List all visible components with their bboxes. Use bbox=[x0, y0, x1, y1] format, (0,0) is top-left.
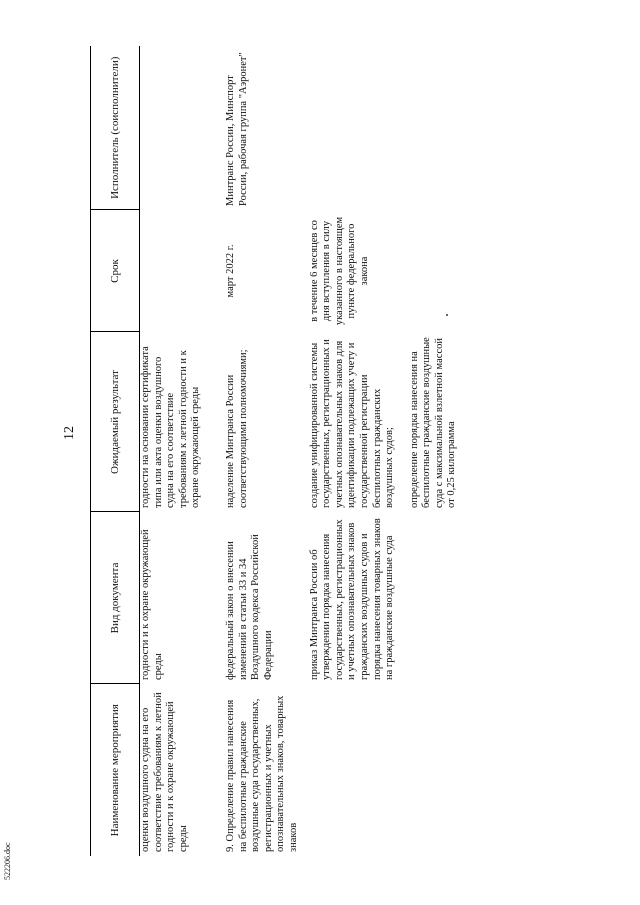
cell-document-type: годности и к охране окружающей среды bbox=[140, 529, 164, 680]
header-deadline: Срок bbox=[91, 210, 140, 332]
page-number: 12 bbox=[62, 426, 77, 440]
table-row bbox=[140, 46, 211, 856]
cell-expected-result bbox=[309, 332, 468, 512]
stray-dot bbox=[446, 314, 448, 316]
cell-deadline: в течение 6 месяцев со дня вступления в силу указанного в настоящем пункте федерального закона bbox=[308, 216, 370, 326]
header-expected-result: Ожидаемый результат bbox=[91, 332, 140, 512]
cell-deadline bbox=[140, 210, 211, 332]
cell-executor: Минтранс России, Минспорт России, рабочая группа "Аэронет" bbox=[224, 52, 249, 206]
cell-document-type: федеральный закон о внесении изменений в статьи 33 и 34 Воздушного кодекса Российской Федерации bbox=[224, 534, 274, 680]
cell-expected-result: наделение Минтранса России соответствующими полномочиями; bbox=[224, 349, 249, 508]
document-code: 522206.doc bbox=[3, 842, 12, 880]
cell-activity-name bbox=[309, 684, 468, 856]
cell-document-type: приказ Минтранса России об утверждении порядка нанесения государственных, регистрационных и учетных опознавательных знаков гражданских воздушных судов и порядка нанесения товарных знаков на гражданские воздушные суда bbox=[308, 518, 396, 680]
table-row bbox=[309, 46, 468, 856]
table-header-row bbox=[91, 46, 140, 856]
cell-executor bbox=[309, 46, 468, 210]
action-plan-table bbox=[90, 46, 467, 856]
header-activity-name: Наименование мероприятия bbox=[91, 684, 140, 856]
expected-result-part-2: определение порядка нанесения на беспилотные гражданские воздушные суда с максимальной взлетной массой от 0,25 килограмма bbox=[408, 337, 458, 508]
cell-deadline: март 2022 г. bbox=[224, 244, 236, 298]
header-executor: Исполнитель (соисполнители) bbox=[91, 46, 140, 210]
header-document-type: Вид документа bbox=[91, 512, 140, 684]
cell-activity-name: оценки воздушного судна на его соответствие требованиям к летной годности и к охране окружающей среды bbox=[140, 692, 189, 852]
rotated-page-content bbox=[90, 46, 630, 856]
cell-executor bbox=[140, 46, 211, 210]
table-row bbox=[211, 46, 309, 856]
cell-expected-result: годности на основании сертификата типа или акта оценки воздушного судна на его соответствие требованиям к летной годности и к охране окружающей среды bbox=[140, 346, 202, 508]
expected-result-part-1: создание унифицированной системы государственных, регистрационных и учетных опознавательных знаков для идентификации подлежащих учету и государственной регистрации беспилотных гражданских воздушных судов; bbox=[308, 339, 396, 508]
cell-activity-name: 9. Определение правил нанесения на беспилотные гражданские воздушные суда государственных, регистрационных и учетных опознавательных знаков, товарных знаков bbox=[224, 695, 299, 852]
